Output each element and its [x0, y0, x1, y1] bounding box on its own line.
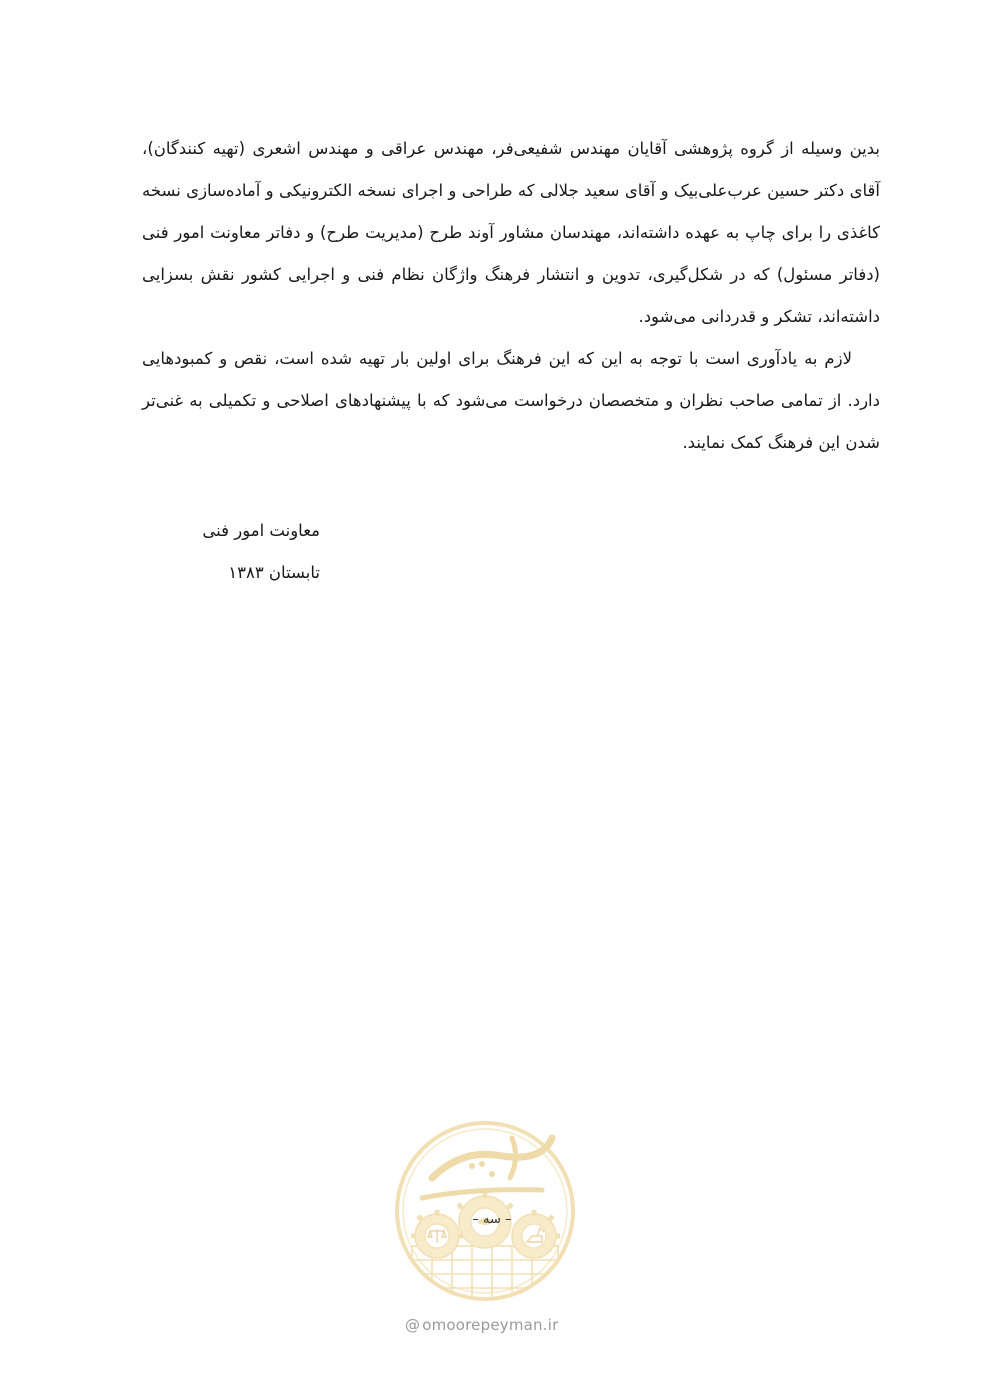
signature-block: [160, 510, 320, 594]
site-credit: [405, 1316, 585, 1334]
at-icon: @: [405, 1316, 421, 1334]
acknowledgement-paragraph: بدین وسیله از گروه پژوهشی آقایان مهندس شفیعی‌فر، مهندس عراقی و مهندس اشعری (تهیه کنندگان)، آقای دکتر حسین عرب‌علی‌بیک و آقای سعید جلالی که طراحی و اجرای نسخه الکترونیکی و آماده‌سازی نسخه کاغذی را برای چاپ به عهده داشته‌اند، مهندسان مشاور آوند طرح (مدیریت طرح) و دفاتر معاونت امور فنی (دفاتر مسئول) که در شکل‌گیری، تدوین و انتشار فرهنگ واژگان نظام فنی و اجرایی کشور نقش بسزایی داشته‌اند، تشکر و قدردانی می‌شود.: [142, 139, 880, 326]
page-number: – سه –: [472, 1212, 512, 1227]
notice-paragraph: لازم به یادآوری است با توجه به این که این فرهنگ برای اولین بار تهیه شده است، نقص و کمبودهایی دارد. از تمامی صاحب نظران و متخصصان درخواست می‌شود که با پیشنهادهای اصلاحی و تکمیلی به غنی‌تر شدن این فرهنگ کمک نمایند.: [142, 349, 880, 452]
site-credit-text: omoorepeyman.ir: [422, 1316, 559, 1334]
signature-date: تابستان ۱۳۸۳: [228, 563, 320, 582]
watermark-logo: [392, 1118, 578, 1304]
signature-office: معاونت امور فنی: [202, 521, 320, 540]
body-text: [142, 128, 880, 464]
